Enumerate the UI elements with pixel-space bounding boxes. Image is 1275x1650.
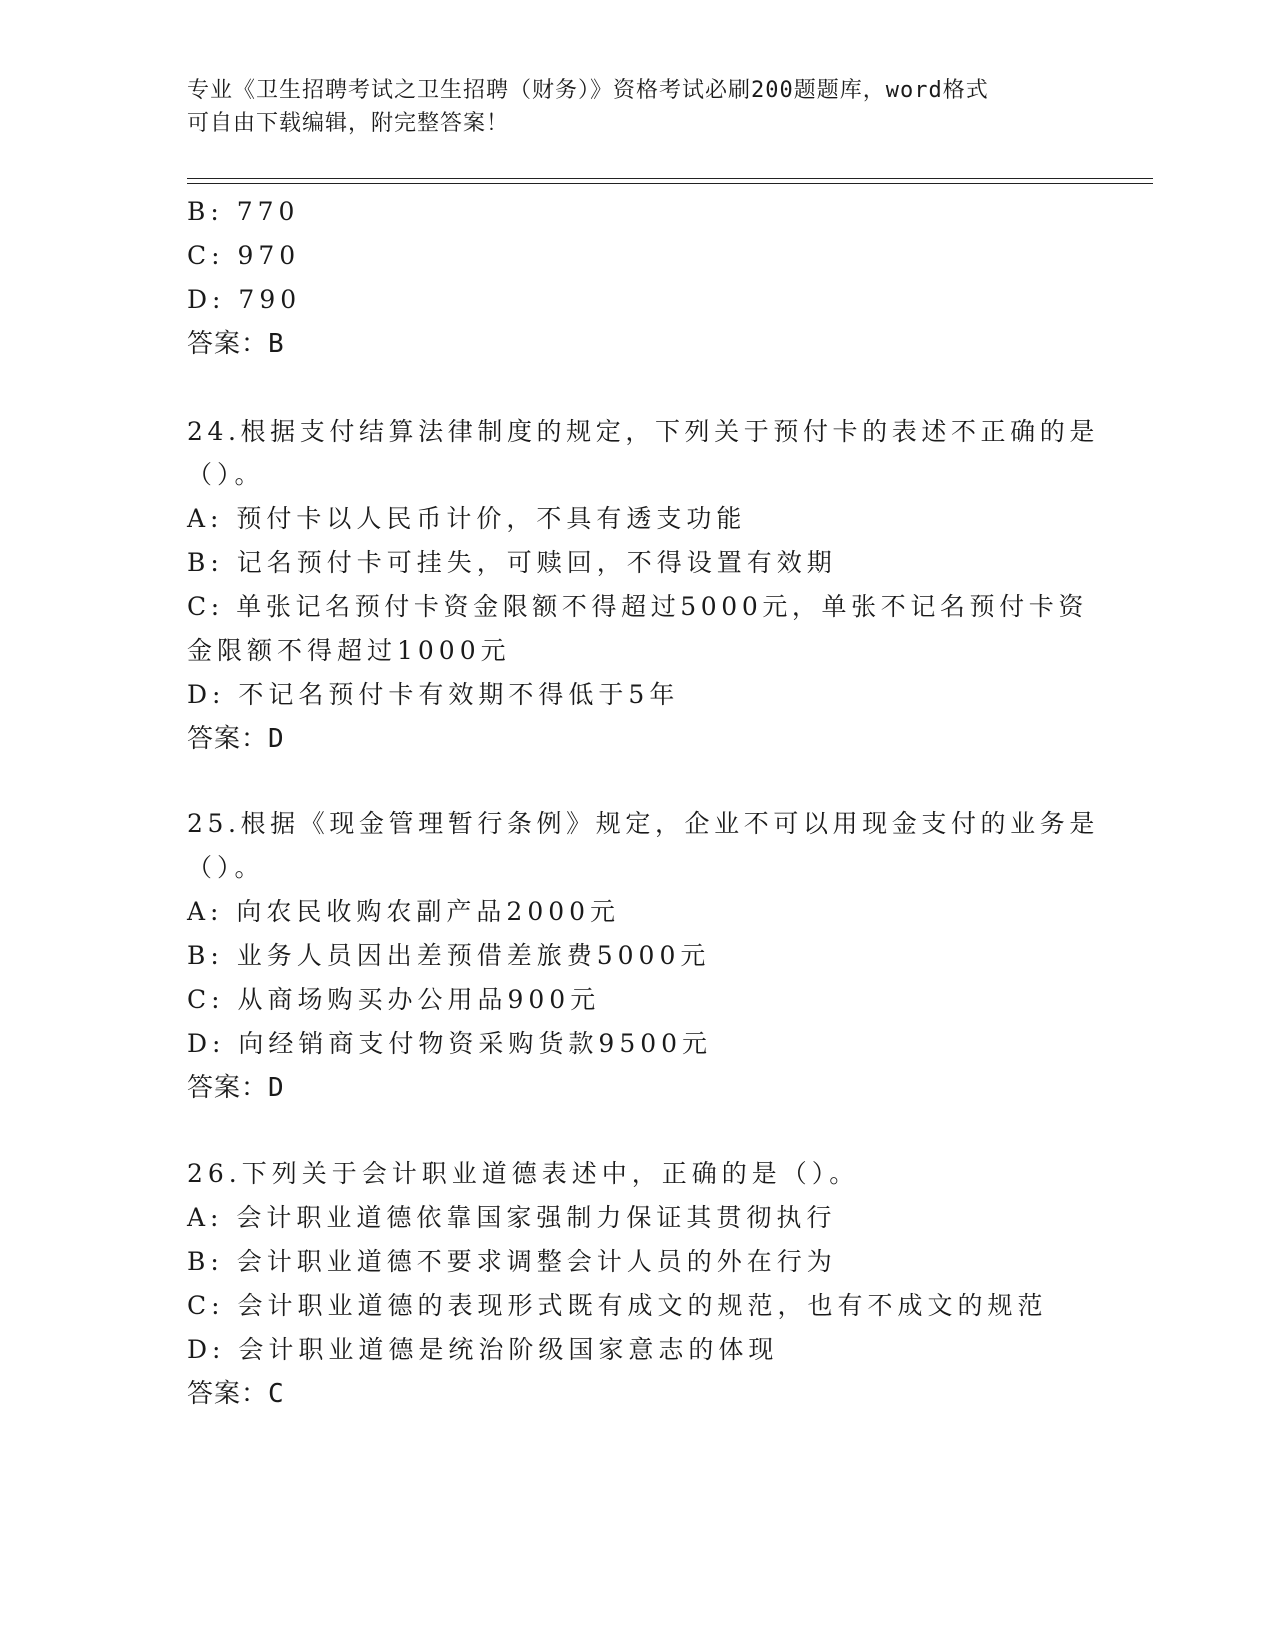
q26-option-a: A: 会计职业道德依靠国家强制力保证其贯彻执行 [187, 1203, 837, 1232]
q25-option-d: D: 向经销商支付物资采购货款9500元 [187, 1029, 713, 1058]
q26-answer: 答案：C [187, 1379, 285, 1409]
q25-option-a: A: 向农民收购农副产品2000元 [187, 897, 621, 926]
q24-option-d: D: 不记名预付卡有效期不得低于5年 [187, 680, 680, 709]
q24-option-a: A: 预付卡以人民币计价，不具有透支功能 [187, 504, 747, 533]
document-header [187, 74, 1077, 140]
prev-option-b: B: 770 [187, 197, 300, 226]
header-divider-bottom [187, 183, 1153, 184]
q26-option-c: C: 会计职业道德的表现形式既有成文的规范，也有不成文的规范 [187, 1291, 1048, 1320]
q24-option-c-line-2: 金限额不得超过1000元 [187, 636, 511, 665]
header-divider-top [187, 178, 1153, 179]
q25-stem-line-1: 25.根据《现金管理暂行条例》规定，企业不可以用现金支付的业务是 [187, 809, 1099, 838]
q26-option-b: B: 会计职业道德不要求调整会计人员的外在行为 [187, 1247, 837, 1276]
q26-option-d: D: 会计职业道德是统治阶级国家意志的体现 [187, 1335, 779, 1364]
prev-answer: 答案：B [187, 329, 285, 359]
prev-option-c: C: 970 [187, 241, 301, 270]
q25-option-b: B: 业务人员因出差预借差旅费5000元 [187, 941, 711, 970]
q24-option-b: B: 记名预付卡可挂失，可赎回，不得设置有效期 [187, 548, 837, 577]
q26-stem: 26.下列关于会计职业道德表述中，正确的是（）。 [187, 1159, 860, 1188]
prev-option-d: D: 790 [187, 285, 302, 314]
q25-stem-line-2: （）。 [187, 853, 265, 882]
q24-answer: 答案：D [187, 724, 285, 754]
q24-stem-line-1: 24.根据支付结算法律制度的规定，下列关于预付卡的表述不正确的是 [187, 417, 1099, 446]
header-line-2: 可自由下载编辑，附完整答案！ [187, 111, 510, 136]
q24-stem-line-2: （）。 [187, 460, 265, 489]
header-line-1: 专业《卫生招聘考试之卫生招聘（财务）》资格考试必刷200题题库，word格式 [187, 78, 989, 103]
q24-option-c-line-1: C: 单张记名预付卡资金限额不得超过5000元，单张不记名预付卡资 [187, 592, 1088, 621]
q25-option-c: C: 从商场购买办公用品900元 [187, 985, 601, 1014]
q25-answer: 答案：D [187, 1073, 285, 1103]
